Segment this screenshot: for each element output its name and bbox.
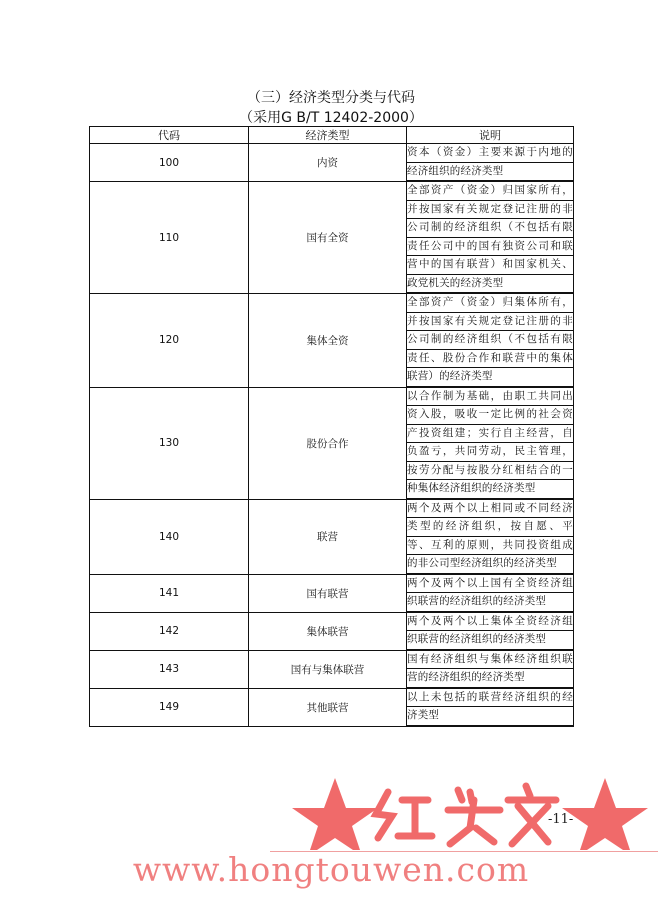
table-row — [90, 688, 574, 726]
description-line: 并按国家有关规定登记注册的非 — [407, 313, 573, 332]
cell-code: 141 — [90, 574, 249, 612]
description-line: 产投资组建；实行自主经营，自 — [407, 425, 573, 444]
cell-description — [407, 650, 574, 688]
description-line: 公司制的经济组织（不包括有限 — [407, 331, 573, 350]
cell-economic-type: 国有联营 — [249, 574, 407, 612]
table-row — [90, 144, 574, 182]
description-line: 两个及两个以上集体全资经济组 — [407, 613, 573, 632]
economic-type-table — [89, 126, 574, 727]
description-line: 营中的国有联营）和国家机关、 — [407, 256, 573, 275]
description-line: 公司制的经济组织（不包括有限 — [407, 219, 573, 238]
cell-code: 149 — [90, 688, 249, 726]
description-line: 全部资产（资金）归集体所有， — [407, 294, 573, 313]
cell-description — [407, 182, 574, 294]
cell-code: 143 — [90, 650, 249, 688]
column-header-code: 代码 — [90, 127, 249, 144]
table-row — [90, 499, 574, 574]
cell-economic-type: 集体联营 — [249, 612, 407, 650]
description-line: 资入股，吸收一定比例的社会资 — [407, 406, 573, 425]
cell-code: 100 — [90, 144, 249, 182]
cell-description — [407, 294, 574, 388]
description-line: 两个及两个以上相同或不同经济 — [407, 500, 573, 519]
description-line: 国有经济组织与集体经济组织联 — [407, 651, 573, 670]
cell-description — [407, 144, 574, 182]
description-line: 并按国家有关规定登记注册的非 — [407, 201, 573, 220]
cell-economic-type: 股份合作 — [249, 387, 407, 499]
table-row — [90, 574, 574, 612]
table-body — [90, 144, 574, 727]
description-line: 政党机关的经济类型 — [407, 275, 573, 294]
section-subtitle: （采用G B/T 12402-2000） — [239, 110, 423, 126]
description-line: 织联营的经济组织的经济类型 — [407, 631, 573, 650]
description-line: 以上未包括的联营经济组织的经 — [407, 689, 573, 708]
table-row — [90, 294, 574, 388]
description-line: 资本（资金）主要来源于内地的 — [407, 144, 573, 163]
description-line: 种集体经济组织的经济类型 — [407, 480, 573, 499]
cell-economic-type: 国有全资 — [249, 182, 407, 294]
cell-code: 140 — [90, 499, 249, 574]
table-row — [90, 387, 574, 499]
description-line: 等、互利的原则，共同投资组成 — [407, 537, 573, 556]
cell-economic-type: 联营 — [249, 499, 407, 574]
table-row — [90, 612, 574, 650]
cell-code: 120 — [90, 294, 249, 388]
watermark-url[interactable]: www.hongtouwen.com — [132, 850, 530, 889]
cell-description — [407, 574, 574, 612]
table-row — [90, 650, 574, 688]
cell-description — [407, 688, 574, 726]
description-line: 两个及两个以上国有全资经济组 — [407, 575, 573, 594]
description-line: 织联营的经济组织的经济类型 — [407, 593, 573, 612]
description-line: 责任、股份合作和联营中的集体 — [407, 350, 573, 369]
description-line: 济类型 — [407, 707, 573, 726]
description-line: 联营）的经济类型 — [407, 368, 573, 387]
cell-description — [407, 387, 574, 499]
column-header-type: 经济类型 — [249, 127, 407, 144]
description-line: 负盈亏，共同劳动，民主管理， — [407, 443, 573, 462]
cell-description — [407, 499, 574, 574]
cell-economic-type: 国有与集体联营 — [249, 650, 407, 688]
watermark-characters — [376, 786, 556, 844]
description-line: 经济组织的经济类型 — [407, 163, 573, 182]
table-row — [90, 182, 574, 294]
description-line: 营的经济组织的经济类型 — [407, 669, 573, 688]
star-icon-right — [562, 778, 648, 850]
section-title: （三）经济类型分类与代码 — [247, 90, 415, 106]
description-line: 的非公司型经济组织的经济类型 — [407, 555, 573, 574]
column-header-description: 说明 — [407, 127, 574, 144]
description-line: 责任公司中的国有独资公司和联 — [407, 238, 573, 257]
cell-code: 130 — [90, 387, 249, 499]
cell-code: 142 — [90, 612, 249, 650]
star-icon-left — [292, 778, 378, 850]
description-line: 按劳分配与按股分红相结合的一 — [407, 462, 573, 481]
description-line: 全部资产（资金）归国家所有， — [407, 182, 573, 201]
page-number: -11- — [548, 812, 574, 827]
cell-economic-type: 内资 — [249, 144, 407, 182]
cell-description — [407, 612, 574, 650]
description-line: 类型的经济组织，按自愿、平 — [407, 518, 573, 537]
cell-code: 110 — [90, 182, 249, 294]
description-line: 以合作制为基础，由职工共同出 — [407, 388, 573, 407]
watermark-graphic — [0, 770, 662, 850]
table-header-row — [90, 127, 574, 144]
cell-economic-type: 集体全资 — [249, 294, 407, 388]
cell-economic-type: 其他联营 — [249, 688, 407, 726]
